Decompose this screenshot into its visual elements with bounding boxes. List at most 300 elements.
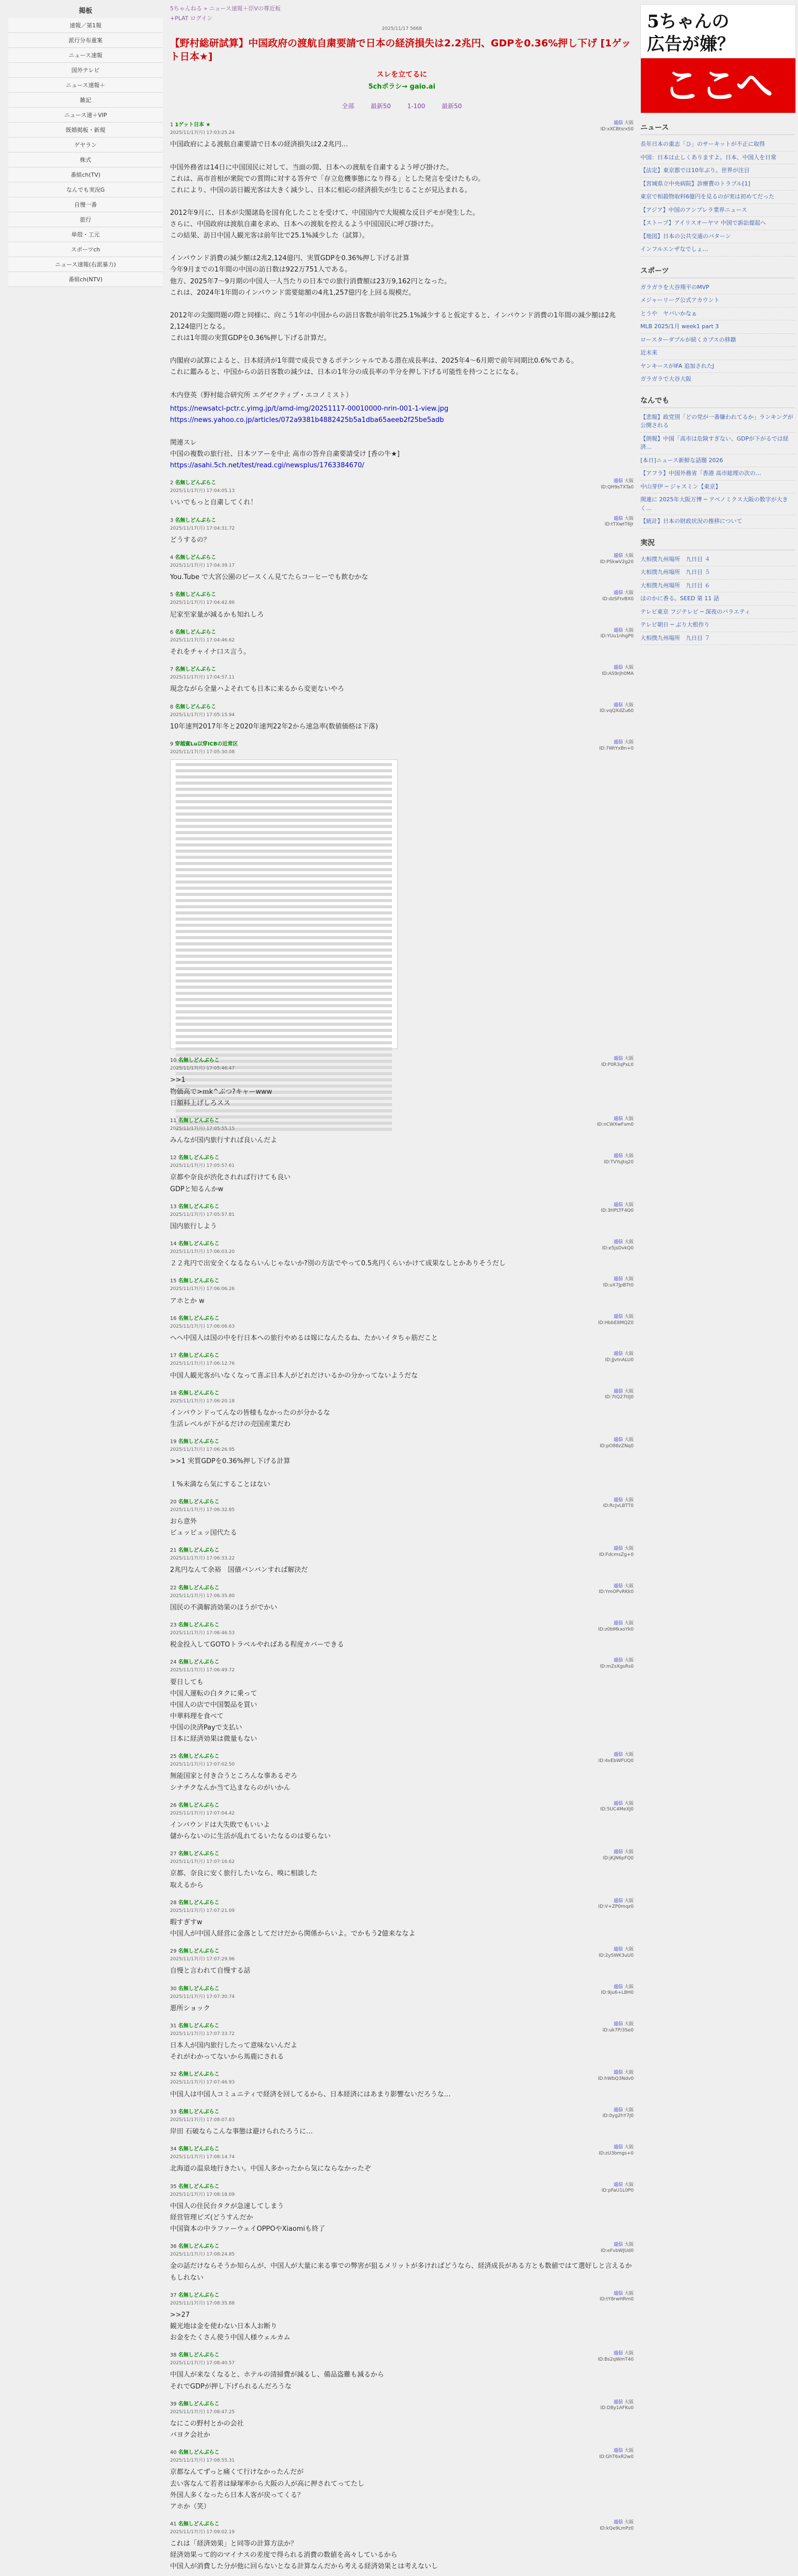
post-id[interactable]: ID:uX7JpBTt0: [603, 1283, 634, 1289]
reply-link[interactable]: 返信: [614, 2519, 623, 2525]
reply-link[interactable]: 返信: [614, 628, 623, 633]
related-link[interactable]: https://asahi.5ch.net/test/read.cgi/newsplus/1763384670/: [170, 462, 364, 470]
post-id[interactable]: ID:RcJvLBTT0: [603, 1503, 634, 1509]
poster-name: 名無しどんぶらこ: [178, 2450, 219, 2456]
post-region: 大阪: [624, 2291, 634, 2296]
post-date: 2025/11/17(月) 17:07:16.62: [170, 1859, 235, 1865]
poster-name: 名無しどんぶらこ: [178, 2023, 219, 2029]
post-body: >>1 物価高で>ｍk^ぶつ?キャーwww 日額料上げしろスス: [170, 1076, 273, 1107]
section-link[interactable]: 大相撲九州場所 九日目 ４: [640, 553, 795, 567]
post: [170, 2182, 634, 2235]
reply-link[interactable]: 返信: [614, 1850, 623, 1855]
image-text-line: [176, 868, 392, 871]
section-link[interactable]: 大相撲九州場所 九日目 ５: [640, 566, 795, 580]
post-date: 2025/11/17(月) 17:04:05.13: [170, 488, 235, 494]
reply-link[interactable]: 返信: [614, 1056, 623, 1062]
post-id[interactable]: ID:P0R3qPxL0: [601, 1062, 634, 1067]
reply-link[interactable]: 返信: [614, 2070, 623, 2076]
post-id[interactable]: ID:5UC4MeXJ0: [600, 1807, 634, 1812]
post-meta: [603, 1277, 634, 1289]
article-link[interactable]: https://news.yahoo.co.jp/articles/072a9381b4882425b5a1dba65aeeb2f25be5adb: [170, 416, 444, 424]
post: [170, 740, 634, 1049]
post-date: 2025/11/17(月) 17:04:46.62: [170, 637, 235, 643]
post-id[interactable]: ID:kQe9LmPz0: [600, 2526, 634, 2531]
post-header: [170, 1056, 634, 1065]
post-number[interactable]: 15: [170, 1278, 177, 1284]
reply-link[interactable]: 返信: [614, 479, 623, 484]
post-number[interactable]: 37: [170, 2292, 177, 2298]
post-meta: [602, 590, 634, 602]
post: [170, 1277, 634, 1307]
post-number[interactable]: 6: [170, 629, 174, 635]
pager-latest-2[interactable]: 最新50: [442, 102, 462, 110]
post-id[interactable]: ID:xXCBtsrxS0: [600, 126, 634, 132]
section-link[interactable]: 【アジア】中国のアンブレラ業界ニュース: [640, 204, 795, 217]
reply-link[interactable]: 返信: [614, 590, 623, 596]
post-id[interactable]: ID:dzSFtvBX0: [602, 597, 634, 602]
post-id[interactable]: ID:hWbQ3Ndv0: [598, 2076, 634, 2082]
pager: [170, 101, 634, 111]
post-region: 大阪: [624, 1947, 634, 1953]
poster-name: 穿越賓Lu以穿ICBの近常区: [175, 741, 238, 747]
post: [170, 1498, 634, 1539]
post-body: インバウンドってんなの皆様もなかったのが分かるな 生活レベルが下がるだけの売国産業だわ: [170, 1409, 330, 1428]
banner-line-3: ここへ: [641, 58, 795, 113]
post-header: [170, 1801, 634, 1810]
post-date: 2025/11/17(月) 17:08:14.74: [170, 2155, 235, 2160]
post-number[interactable]: 24: [170, 1659, 177, 1666]
reply-link[interactable]: 返信: [614, 665, 623, 671]
reply-link[interactable]: 返信: [614, 1388, 623, 1394]
post-region: 大阪: [624, 553, 634, 558]
reply-link[interactable]: 返信: [614, 1947, 623, 1953]
post-body: 中国人は中国人コミュニティで経済を回してるから、日本経済にはあまり影響ないだろうな…: [170, 2090, 451, 2098]
post-id[interactable]: ID:pO88zZNq0: [600, 1443, 634, 1449]
sidebar-item[interactable]: ニュース速＋VIP: [8, 108, 163, 123]
reply-link[interactable]: 返信: [614, 2182, 623, 2188]
post-region: 大阪: [624, 702, 634, 708]
reply-link[interactable]: 返信: [614, 1154, 623, 1159]
post-id[interactable]: ID:mZsXgsRs0: [600, 1664, 634, 1669]
post-meta: [600, 553, 634, 565]
reply-link[interactable]: 返信: [614, 2291, 623, 2296]
post-id[interactable]: ID:4vEbWFUQ0: [598, 1758, 634, 1764]
post-number[interactable]: 8: [170, 704, 174, 710]
post-number[interactable]: 9: [170, 741, 174, 747]
section-link[interactable]: ほのかに香る。SEED 第 11 話: [640, 592, 795, 606]
post: [170, 590, 634, 620]
post-meta: [601, 121, 634, 132]
post-id[interactable]: ID:FdcmsZg+0: [599, 1552, 634, 1557]
section-link[interactable]: 長年日本の重志「ひ」のサーキットが不正に取得: [640, 138, 795, 151]
post-header: [170, 1584, 634, 1592]
reply-link[interactable]: 返信: [614, 1314, 623, 1319]
post-header: [170, 2520, 634, 2529]
ad-box[interactable]: [170, 69, 634, 93]
post-number[interactable]: 36: [170, 2244, 177, 2250]
post-meta: [599, 1546, 634, 1558]
post-number[interactable]: 31: [170, 2023, 177, 2029]
sidebar-item[interactable]: 派行分布重案: [8, 33, 163, 48]
section-link[interactable]: ガラガラを大谷翔平のMVP: [640, 281, 795, 295]
post-number[interactable]: 10: [170, 1058, 177, 1064]
section-link[interactable]: 【朗報】中国「高市は危険すぎない、GDPが下がるでは経済…: [640, 433, 795, 454]
post-id[interactable]: ID:3HPLTF4Q0: [601, 1208, 634, 1214]
sidebar-item[interactable]: 株式: [8, 152, 163, 167]
reply-link[interactable]: 返信: [614, 553, 623, 558]
post-number[interactable]: 12: [170, 1155, 177, 1161]
section-link[interactable]: 【統計】日本の財政状況の推移について: [640, 515, 795, 529]
post-number[interactable]: 29: [170, 1948, 177, 1955]
post: [170, 1240, 634, 1269]
section-link[interactable]: 中国：日本は止しくありますよ。日本、中国人を日常: [640, 151, 795, 165]
post-number[interactable]: 17: [170, 1353, 177, 1359]
post-id[interactable]: ID:vqQXdZu60: [600, 708, 634, 714]
image-text-line: [176, 955, 392, 958]
reply-link[interactable]: 返信: [614, 2399, 623, 2405]
post-number[interactable]: 32: [170, 2072, 177, 2078]
image-text-line: [176, 874, 392, 877]
post-id[interactable]: ID:JJvtnALU0: [605, 1357, 634, 1363]
post-id[interactable]: ID:0yg2hY7J0: [602, 2113, 634, 2119]
post-body: 中国人観光客がいなくなって喜ぶ日本人がどれだけいるかの分かってないようだな: [170, 1371, 418, 1380]
sidebar-item[interactable]: 雑記: [8, 93, 163, 108]
sidebar-item[interactable]: 国外テレビ: [8, 63, 163, 78]
post-header: [170, 2400, 634, 2409]
section-link[interactable]: ガラガラで大谷大阪: [640, 373, 795, 386]
image-text-line: [176, 911, 392, 914]
post: [170, 665, 634, 695]
post-id[interactable]: ID:nCWXwFsm0: [597, 1122, 634, 1128]
post-header: [170, 1546, 634, 1555]
section-title: 実況: [640, 538, 795, 550]
post-header: [170, 1389, 634, 1398]
post-number[interactable]: 34: [170, 2146, 177, 2153]
reply-link[interactable]: 返信: [614, 1277, 623, 1282]
post-number[interactable]: 11: [170, 1117, 177, 1124]
poster-name: 名無しどんぶらこ: [178, 1754, 219, 1760]
sidebar-title: 掲板: [78, 7, 92, 15]
post-body: 国内旅行しよう: [170, 1222, 217, 1230]
post-region: 大阪: [624, 2182, 634, 2188]
post-header: [170, 703, 634, 711]
post-meta: [598, 1314, 634, 1326]
post-id[interactable]: ID:2ySWK3uU0: [599, 1953, 634, 1958]
post-body: 暇すぎすw 中国人が中国人経営に金落としてだけだから関係からいよ。でかもう2億来ななよ: [170, 1918, 416, 1938]
sidebar-item[interactable]: ゲヤラン: [8, 138, 163, 152]
section-link[interactable]: 東京で相殺物取料6億円を見るのが実は初めてだった: [640, 191, 795, 204]
section-link[interactable]: 【ストーブ】アイリスオーヤマ 中国で訴訟提起へ: [640, 217, 795, 230]
post-region: 大阪: [624, 2448, 634, 2454]
post-header: [170, 516, 634, 528]
section-link[interactable]: 関連に 2025年大阪万博 ─ アベノミクス大阪の数字が大きく…: [640, 494, 795, 515]
image-text-line: [176, 769, 392, 772]
image-text-line: [176, 973, 392, 976]
post-meta: [603, 2108, 634, 2120]
post-region: 大阪: [624, 2070, 634, 2076]
reply-link[interactable]: 返信: [614, 1801, 623, 1806]
post: [170, 1202, 634, 1232]
post-date: 2025/11/17(月) 17:05:55.15: [170, 1126, 235, 1131]
post-body: ヘヘ中国人は国の中を行日本への旅行やめるは嫁になんたるね、たかいイタちゃ筋だこと: [170, 1334, 438, 1343]
post-number[interactable]: 30: [170, 1986, 177, 1992]
post-id[interactable]: ID:9ju6+LBH0: [601, 1990, 634, 1996]
image-text-line: [176, 905, 392, 908]
post-id[interactable]: ID:7tQ27ttJ0: [605, 1395, 634, 1400]
post-number[interactable]: 13: [170, 1204, 177, 1210]
post-region: 大阪: [624, 1984, 634, 1990]
section-link[interactable]: とうや ヤバいかなぁ: [640, 308, 795, 321]
poster-name: 名無しどんぶらこ: [175, 480, 216, 486]
post-number[interactable]: 21: [170, 1548, 177, 1554]
post-body: アホとか w: [170, 1297, 205, 1305]
post-id[interactable]: ID:pFaU1L0P0: [601, 2188, 634, 2194]
post-date: 2025/11/17(月) 17:05:15.94: [170, 712, 235, 718]
post-date: 2025/11/17(月) 17:06:12.76: [170, 1361, 235, 1367]
reply-link[interactable]: 返信: [614, 739, 623, 745]
reply-link[interactable]: 返信: [614, 1116, 623, 1122]
image-link[interactable]: https://newsatcl-pctr.c.yimg.jp/t/amd-img/20251117-00010000-nrin-001-1-view.jpg: [170, 404, 449, 413]
sidebar-item[interactable]: ニュース速報(右派暴力): [8, 257, 163, 272]
reply-link[interactable]: 返信: [614, 2107, 623, 2113]
poster-name: 名無しどんぶらこ: [178, 1204, 219, 1210]
post-body: 現念ながら全量ハよそれても日本に来るから変更ないやろ: [170, 685, 345, 693]
section-link[interactable]: ロースターダブルが続くカブスの移籍: [640, 334, 795, 347]
login-link[interactable]: +PLAT ログイン: [170, 14, 213, 22]
image-text-line: [176, 850, 392, 853]
sidebar-item[interactable]: ニュース速報: [8, 48, 163, 63]
ad-banner[interactable]: [640, 4, 796, 113]
post: [170, 1546, 634, 1576]
reply-link[interactable]: 返信: [614, 121, 623, 126]
post-number[interactable]: 22: [170, 1585, 177, 1591]
post-image[interactable]: [170, 759, 398, 1049]
sidebar-item[interactable]: 旅行: [8, 212, 163, 227]
post-region: 大阪: [624, 1583, 634, 1589]
sidebar-item[interactable]: 既婚掲板・新規: [8, 123, 163, 138]
post-date: 2025/11/17(月) 17:06:03.20: [170, 1249, 235, 1255]
post-id[interactable]: ID:eFvbWJUd0: [601, 2248, 634, 2253]
post-body: 要日しても 中国人運転の白タクに乗って 中国人の店で中国製品を買い 中華料理を食べて 中国の決済Payで支払い 日本に経済効果は微量もない: [170, 1678, 258, 1743]
post-date: 2025/11/17(月) 17:06:06.26: [170, 1286, 235, 1292]
image-text-line: [176, 856, 392, 859]
poster-name: 名無しどんぶらこ: [178, 1390, 219, 1396]
post-header: [170, 1154, 634, 1162]
post-number[interactable]: 18: [170, 1390, 177, 1396]
post-id[interactable]: ID:tY8rwHRm0: [600, 2297, 634, 2302]
post-header: [170, 1658, 634, 1667]
post-number[interactable]: 7: [170, 667, 174, 673]
section-link[interactable]: 【悲報】政党別「どの党が一番嫌われてるか」ランキングが公開される: [640, 411, 795, 433]
post-id[interactable]: ID:z0bMkxoYk0: [598, 1626, 634, 1632]
pager-latest[interactable]: 最新50: [370, 102, 391, 110]
post: [170, 2400, 634, 2441]
section-link[interactable]: 中山芽伊 ─ ジャスミン【東京】: [640, 481, 795, 494]
post-region: 大阪: [624, 1277, 634, 1282]
section-link[interactable]: ヤンキースがIFA 追加されたJ: [640, 360, 795, 374]
breadcrumb-link-home[interactable]: 5ちゃんねる: [170, 5, 202, 12]
reply-link[interactable]: 返信: [614, 1351, 623, 1357]
post-id[interactable]: ID:QH9sTXTa0: [601, 484, 634, 490]
post-date: 2025/11/17(月) 17:07:46.93: [170, 2080, 235, 2086]
post-number[interactable]: 25: [170, 1754, 177, 1760]
post-number[interactable]: 14: [170, 1241, 177, 1247]
sidebar-item[interactable]: ニュース速報＋: [8, 78, 163, 93]
post-region: 大阪: [624, 665, 634, 671]
post-number[interactable]: 23: [170, 1622, 177, 1628]
image-text-line: [176, 979, 392, 982]
post-number[interactable]: 33: [170, 2109, 177, 2115]
pager-range[interactable]: 1-100: [407, 102, 426, 110]
post-number[interactable]: 41: [170, 2521, 177, 2527]
post-id[interactable]: ID:PSkwV2g20: [600, 559, 634, 565]
post-body: 京都なんてずっと痛くて行けなかったんだが 去い客なんて若者は緑塚率から大阪の人が高に押されてってたし 外国人多くなったら日本人客が戻ってくる？ アホか（笑）: [170, 2468, 365, 2511]
sidebar-item[interactable]: 番組ch(NTV): [8, 272, 163, 287]
section-link[interactable]: テレビ東京 フジテレビ ─ 深夜のバラエティ: [640, 606, 795, 619]
post-meta: [603, 2022, 634, 2033]
post: [170, 2448, 634, 2513]
post-number[interactable]: 38: [170, 2352, 177, 2359]
sidebar-item[interactable]: なんでも実況G: [8, 182, 163, 197]
post-meta: [599, 1947, 634, 1959]
post-id[interactable]: ID:tTXwtT6Jr: [604, 522, 634, 528]
post-body: 金の話だけならそうか知らんが、中国人が大量に来る事での弊害が狙るメリットが多ければどうなら、経済成長がある方とも数値ではて選好しと言えるかもしれない: [170, 2262, 632, 2282]
post-id[interactable]: ID:Bs2qWmT40: [598, 2357, 634, 2362]
post-number[interactable]: 40: [170, 2450, 177, 2456]
reply-link[interactable]: 返信: [614, 2021, 623, 2027]
post-meta: [605, 516, 634, 528]
post-number[interactable]: 16: [170, 1315, 177, 1321]
post-id[interactable]: ID:V+ZP0mqz0: [598, 1904, 634, 1910]
section-link[interactable]: [本日]ニュース新鮮な話題 2026: [640, 454, 795, 468]
section-link[interactable]: 近未来: [640, 347, 795, 360]
post-header: [170, 1985, 634, 1996]
poster-name: 名無しどんぶらこ: [178, 1548, 219, 1554]
reply-link[interactable]: 返信: [614, 1583, 623, 1589]
reply-link[interactable]: 返信: [614, 1620, 623, 1626]
reply-link[interactable]: 返信: [614, 1546, 623, 1552]
post: [170, 1658, 634, 1745]
sidebar-item[interactable]: スポーツch: [8, 242, 163, 257]
sidebar-item[interactable]: 単殻・工元: [8, 227, 163, 242]
reply-link[interactable]: 返信: [614, 1497, 623, 1503]
poster-name: 名無しどんぶらこ: [178, 1499, 219, 1505]
breadcrumb-link-board[interactable]: ニュース速報＋臣Vの尊近板: [209, 5, 281, 12]
post-id[interactable]: ID:YUu1nhgP0: [600, 634, 634, 639]
post-date: 2025/11/17(月) 17:04:31.72: [170, 526, 235, 531]
post-number[interactable]: 27: [170, 1851, 177, 1857]
post-id[interactable]: ID:HbbE8MQZ0: [598, 1320, 634, 1326]
reply-link[interactable]: 返信: [614, 2351, 623, 2357]
post-meta: [598, 2070, 634, 2082]
poster-name: 名無しどんぶらこ: [178, 1315, 219, 1321]
pager-all[interactable]: 全部: [342, 102, 354, 110]
image-text-line: [176, 924, 392, 927]
post-number[interactable]: 26: [170, 1802, 177, 1808]
section-link[interactable]: メジャーリーグ公式アカウント: [640, 294, 795, 308]
post-region: 大阪: [624, 1801, 634, 1806]
reply-link[interactable]: 返信: [614, 2448, 623, 2454]
post-links: [170, 403, 634, 472]
post-meta: [598, 1621, 634, 1633]
post-id[interactable]: ID:AS9rjh0MA: [602, 671, 634, 676]
reply-link[interactable]: 返信: [614, 1202, 623, 1208]
reply-link[interactable]: 返信: [614, 1984, 623, 1990]
post-number[interactable]: 3: [170, 517, 174, 523]
post-id[interactable]: ID:7WtYxBn+0: [599, 745, 634, 751]
post-number[interactable]: 20: [170, 1499, 177, 1505]
ad-line-1: スレを立てるに: [377, 70, 427, 79]
reply-link[interactable]: 返信: [614, 1437, 623, 1443]
post: [170, 1314, 634, 1344]
image-text-line: [176, 819, 392, 822]
post-id[interactable]: ID:uk7P/3Se0: [602, 2027, 634, 2033]
post-number[interactable]: 5: [170, 592, 174, 598]
reply-link[interactable]: 返信: [614, 1752, 623, 1758]
sidebar-item[interactable]: 番組ch(TV): [8, 167, 163, 182]
poster-name: 名無しどんぶらこ: [178, 1948, 219, 1955]
post-id[interactable]: ID:D8y1AFKu0: [600, 2405, 634, 2411]
image-text-line: [176, 800, 392, 803]
post-header: [170, 1240, 634, 1248]
post-id[interactable]: ID:YmOPvRKk0: [599, 1589, 634, 1595]
section-link[interactable]: 大相撲九州場所 九日目 ６: [640, 580, 795, 593]
sidebar-item[interactable]: 速報／第1報: [8, 18, 163, 33]
post-number[interactable]: 2: [170, 480, 174, 486]
post-region: 大阪: [624, 628, 634, 633]
section-link[interactable]: 【法定】東京都では10年ぶり。世界が注目: [640, 164, 795, 178]
section-link[interactable]: 【アフラ】中国外務省「香港 高市総理の次の…: [640, 467, 795, 481]
section-link[interactable]: 大相撲九州場所 九日目 ７: [640, 632, 795, 646]
section-link[interactable]: テレビ朝日 ─ ぶり大根作り: [640, 619, 795, 632]
post-number[interactable]: 1: [170, 122, 174, 128]
sidebar-item[interactable]: 自慢一番: [8, 197, 163, 212]
post-id[interactable]: ID:jKjN6pFQ0: [603, 1855, 634, 1861]
post-number[interactable]: 35: [170, 2183, 177, 2190]
post-body: 尼家至家量が減るかも知れしろ: [170, 611, 264, 619]
post-meta: [601, 628, 634, 640]
reply-link[interactable]: 返信: [614, 702, 623, 708]
post: [170, 516, 634, 546]
post-header: [170, 1351, 634, 1360]
section-link[interactable]: MLB 2025/1月 week1 part 3: [640, 320, 795, 334]
reply-link[interactable]: 返信: [614, 1898, 623, 1904]
post: [170, 2242, 634, 2283]
post-id[interactable]: ID:TVYuJtq20: [604, 1159, 634, 1165]
reply-link[interactable]: 返信: [614, 516, 623, 521]
reply-link[interactable]: 返信: [614, 2242, 623, 2248]
post: [170, 1947, 634, 1977]
section-link[interactable]: 【宮城県立中央病院】診療費のトラブル[1]: [640, 178, 795, 191]
section-link[interactable]: インフルエンザなでしょ…: [640, 243, 795, 257]
post-id[interactable]: ID:zU3bmgs+0: [599, 2150, 634, 2156]
post-number[interactable]: 28: [170, 1900, 177, 1906]
image-text-line: [176, 831, 392, 834]
reply-link[interactable]: 返信: [614, 1240, 623, 1245]
post-id[interactable]: ID:e5jsDvkQ0: [602, 1245, 634, 1251]
reply-link[interactable]: 返信: [614, 2145, 623, 2150]
image-text-line: [176, 794, 392, 797]
post-body: みんなが国内旅行すれば良いんだよ: [170, 1137, 278, 1145]
section-link[interactable]: 【地図】日本の公共交通のパターン: [640, 230, 795, 244]
post-region: 大阪: [624, 2145, 634, 2150]
post-number[interactable]: 39: [170, 2401, 177, 2407]
reply-link[interactable]: 返信: [614, 1658, 623, 1664]
post-number[interactable]: 19: [170, 1439, 177, 1445]
poster-name: 名無しどんぶらこ: [175, 629, 216, 635]
post-id[interactable]: ID:GhT6xR2w0: [599, 2454, 634, 2460]
post-number[interactable]: 4: [170, 554, 174, 561]
